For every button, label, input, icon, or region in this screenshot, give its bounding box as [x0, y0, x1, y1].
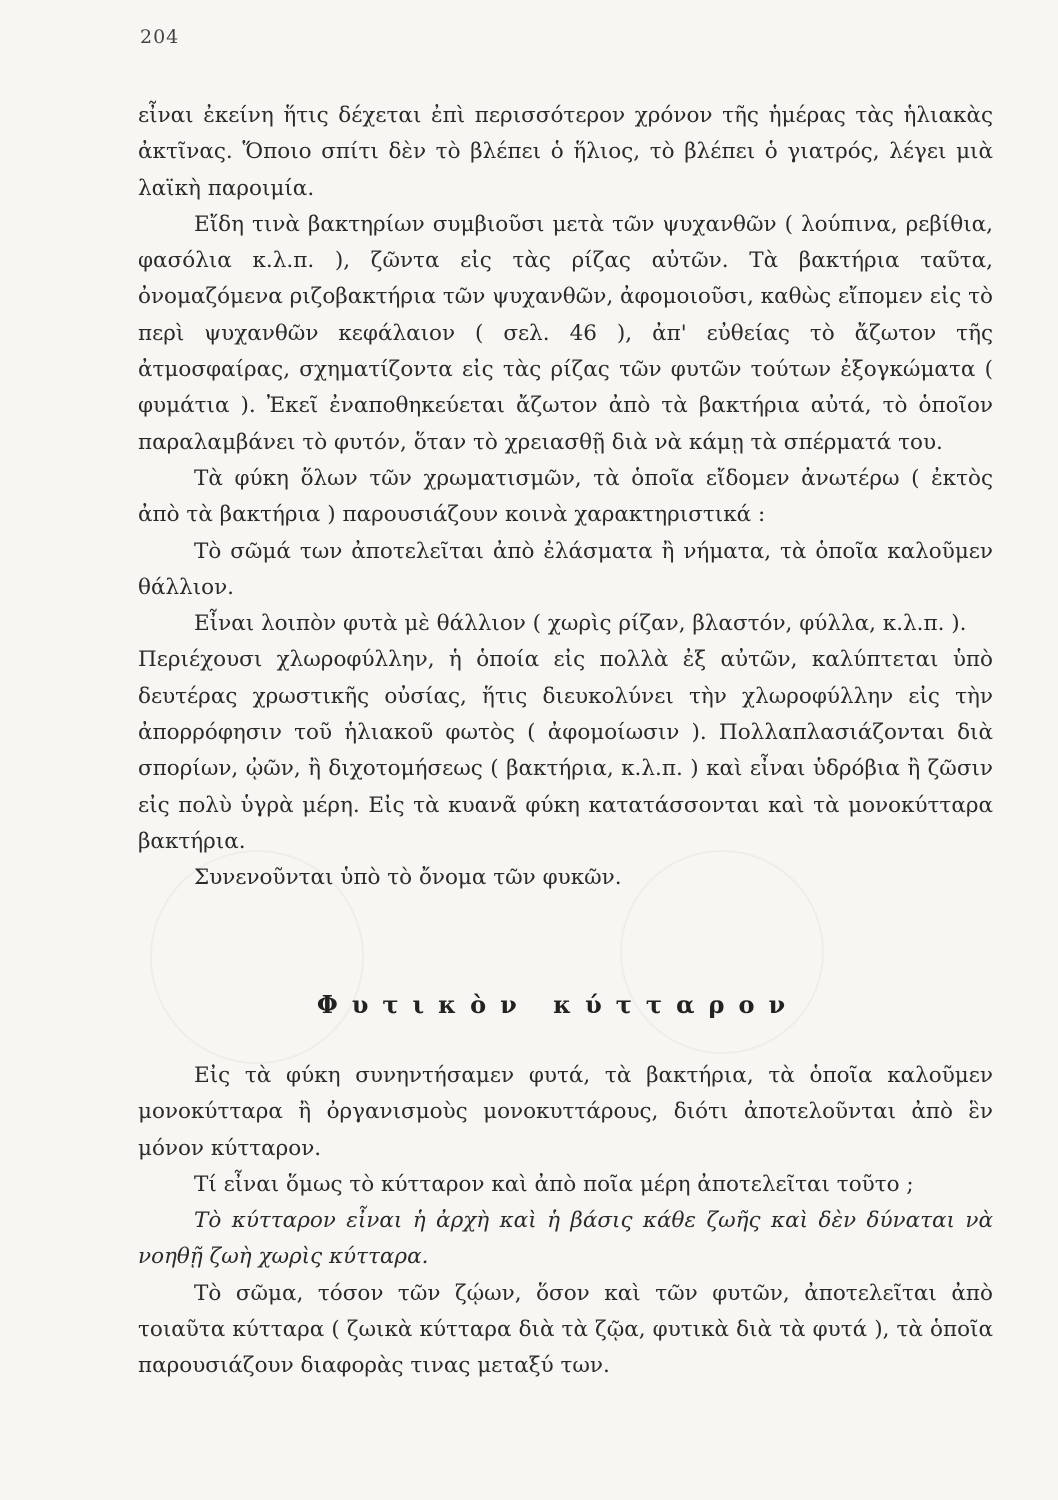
paragraph: εἶναι ἐκείνη ἥτις δέχεται ἐπὶ περισσότερον χρόνον τῆς ἡμέρας τὰς ἡλιακὰς ἀκτῖνας. Ὅποιο σπίτι δὲν τὸ βλέπει ὁ ἥλιος, τὸ βλέπει ὁ γιατρός, λέγει μιὰ λαϊκὴ παροιμία. — [138, 103, 993, 201]
bottom-text-block — [138, 1058, 993, 1385]
paragraph: Εἴδη τινὰ βακτηρίων συμβιοῦσι μετὰ τῶν ψυχανθῶν ( λούπινα, ρεβίθια, φασόλια κ.λ.π. ), ζῶντα εἰς τὰς ρίζας αὐτῶν. Τὰ βακτήρια ταῦτα, ὀνομαζόμενα ριζοβακτήρια τῶν ψυχανθῶν, ἀφομοιοῦσι, καθὼς εἴπομεν εἰς τὸ περὶ ψυχανθῶν κεφάλαιον ( σελ. 46 ), ἀπ' εὐθείας τὸ ἄζωτον τῆς ἀτμοσφαίρας, σχηματίζοντα εἰς τὰς ρίζας τῶν φυτῶν τούτων ἐξογκώματα ( φυμάτια ). Ἐκεῖ ἐναποθηκεύεται ἄζωτον ἀπὸ τὰ βακτήρια αὐτά, τὸ ὁποῖον παραλαμβάνει τὸ φυτόν, ὅταν τὸ χρειασθῇ διὰ νὰ κάμῃ τὰ σπέρματά του. — [138, 211, 993, 455]
paragraph: Τὸ σῶμά των ἀποτελεῖται ἀπὸ ἐλάσματα ἢ νήματα, τὰ ὁποῖα καλοῦμεν θάλλιον. — [138, 538, 993, 600]
paragraph: Εἰς τὰ φύκη συνηντήσαμεν φυτά, τὰ βακτήρια, τὰ ὁποῖα καλοῦμεν μονοκύτταρα ἢ ὀργανισμοὺς μονοκυττάρους, διότι ἀποτελοῦνται ἀπὸ ἓν μόνον κύτταρον. — [138, 1063, 993, 1161]
paragraph: Τὸ κύτταρον εἶναι ἡ ἀρχὴ καὶ ἡ βάσις κάθε ζωῆς καὶ δὲν δύναται νὰ νοηθῇ ζωὴ χωρὶς κύτταρα. — [138, 1208, 993, 1270]
paragraph: Τί εἶναι ὅμως τὸ κύτταρον καὶ ἀπὸ ποῖα μέρη ἀποτελεῖται τοῦτο ; — [194, 1171, 914, 1197]
page-number: 204 — [140, 26, 180, 48]
paragraph: Περιέχουσι χλωροφύλλην, ἡ ὁποία εἰς πολλὰ ἐξ αὐτῶν, καλύπτεται ὑπὸ δευτέρας χρωστικῆς οὐσίας, ἥτις διευκολύνει τὴν χλωροφύλλην εἰς τὴν ἀπορρόφησιν τοῦ ἡλιακοῦ φωτὸς ( ἀφομοίωσιν ). Πολλαπλασιάζονται διὰ σπορίων, ᾠῶν, ἢ διχοτομήσεως ( βακτήρια, κ.λ.π. ) καὶ εἶναι ὑδρόβια ἢ ζῶσιν εἰς πολὺ ὑγρὰ μέρη. Εἰς τὰ κυανᾶ φύκη κατατάσσονται καὶ τὰ μονοκύτταρα βακτήρια. — [138, 647, 993, 854]
paragraph: Εἶναι λοιπὸν φυτὰ μὲ θάλλιον ( χωρὶς ρίζαν, βλαστόν, φύλλα, κ.λ.π. ). — [194, 611, 967, 637]
top-text-block — [138, 98, 993, 897]
paragraph: Τὸ σῶμα, τόσον τῶν ζῴων, ὅσον καὶ τῶν φυτῶν, ἀποτελεῖται ἀπὸ τοιαῦτα κύτταρα ( ζωικὰ κύτταρα διὰ τὰ ζῷα, φυτικὰ διὰ τὰ φυτά ), τὰ ὁποῖα παρουσιάζουν διαφορὰς τινας μεταξύ των. — [138, 1280, 993, 1379]
paragraph: Τὰ φύκη ὅλων τῶν χρωματισμῶν, τὰ ὁποῖα εἴδομεν ἀνωτέρω ( ἐκτὸς ἀπὸ τὰ βακτήρια ) παρουσιάζουν κοινὰ χαρακτηριστικά : — [138, 465, 993, 528]
section-heading: Φυτικὸν κύτταρον — [316, 990, 800, 1019]
paragraph: Συνενοῦνται ὑπὸ τὸ ὄνομα τῶν φυκῶν. — [194, 865, 622, 891]
